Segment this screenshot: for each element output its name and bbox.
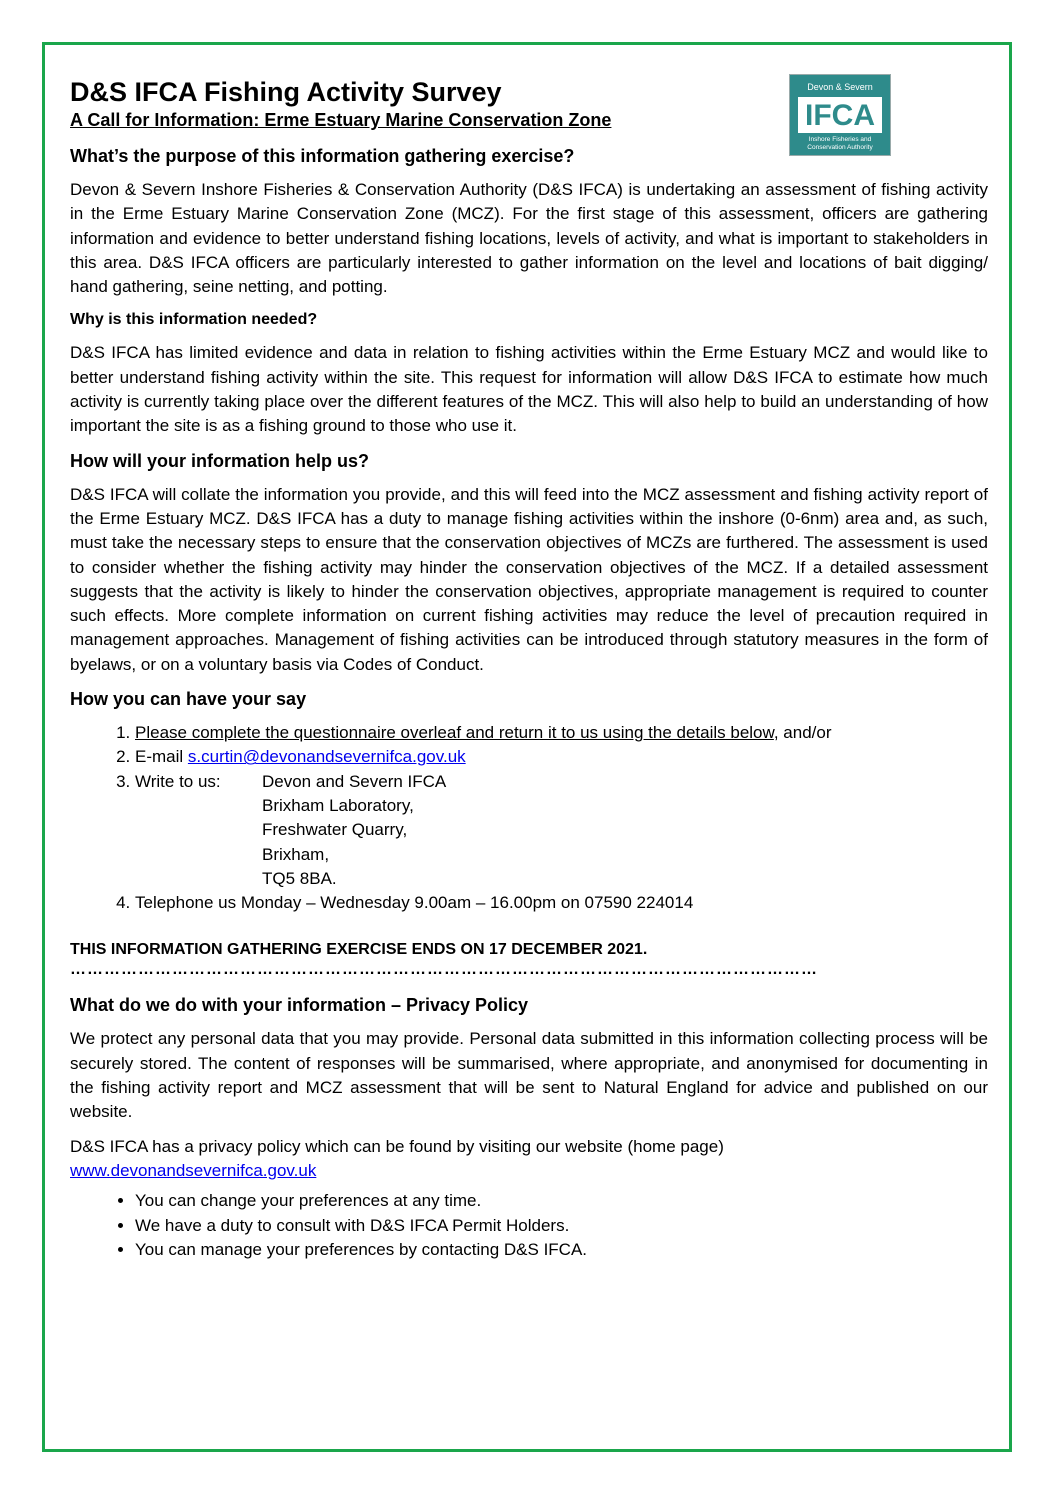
privacy-bullets [70, 1189, 988, 1262]
purpose-heading: What’s the purpose of this information gathering exercise? [70, 146, 575, 166]
privacy-body-1: We protect any personal data that you may provide. Personal data submitted in this information collecting process will be securely stored. The content of responses will be summarised, where appropriate, and anonymised for documenting in the fishing activity report and MCZ assessment that will be sent to Natural England for advice and published on our website. [70, 1029, 988, 1122]
list-item [135, 770, 988, 891]
logo-top-text: Devon & Severn [807, 82, 873, 92]
page-title: D&S IFCA Fishing Activity Survey [70, 77, 502, 107]
write-label: 3. Write to us: [135, 771, 221, 791]
list-item: • You can manage your preferences by contacting D&S IFCA. [135, 1238, 988, 1262]
list-item: • We have a duty to consult with D&S IFCA Permit Holders. [135, 1214, 988, 1238]
list-item: • You can change your preferences at any time. [135, 1189, 988, 1213]
privacy-text: D&S IFCA has a privacy policy which can be found by visiting our website (home page) [70, 1136, 724, 1156]
help-body: D&S IFCA will collate the information you provide, and this will feed into the MCZ assessment and fishing activity report of the Erme Estuary MCZ. D&S IFCA has a duty to manage fishing activities within the inshore (0-6nm) area and, as such, must take the necessary steps to ensure that the conservation objectives of MCZs are furthered. The assessment is used to consider whether the fishing activity may hinder the conservation objectives of the MCZ. If a detailed assessment suggests that the activity is likely to hinder the conservation objectives, appropriate management is required to counter such effects. More complete information on current fishing activities may reduce the level of precaution required in management approaches. Management of fishing activities can be introduced through statutory measures in the form of byelaws, or on a voluntary basis via Codes of Conduct. [70, 484, 988, 674]
list-item [135, 721, 988, 745]
list-item [135, 745, 988, 769]
address-lines [262, 770, 446, 891]
website-link[interactable]: www.devonandsevernifca.gov.uk [70, 1160, 317, 1180]
email-prefix: E-mail [135, 747, 188, 767]
help-heading: How will your information help us? [70, 450, 370, 471]
address-block [135, 770, 988, 891]
contact-list [70, 721, 988, 915]
why-heading: Why is this information needed? [70, 311, 318, 329]
purpose-body: Devon & Severn Inshore Fisheries & Conservation Authority (D&S IFCA) is undertaking an assessment of fishing activity in the Erme Estuary Marine Conservation Zone (MCZ). For the first stage of this assessment, officers are gathering information and evidence to better understand fishing locations, levels of activity, and what is important to stakeholders in this area. D&S IFCA officers are particularly interested to gather information on the level and locations of bait digging/ hand gathering, seine netting, and potting. [70, 180, 988, 297]
email-link[interactable]: s.curtin@devonandsevernifca.gov.uk [187, 747, 466, 767]
list-item: 4. Telephone us Monday – Wednesday 9.00am – 16.00pm on 07590 224014 [135, 891, 988, 915]
page-subtitle: A Call for Information: Erme Estuary Marine Conservation Zone [70, 110, 612, 130]
address-line: Freshwater Quarry, [262, 820, 408, 840]
address-line: Brixham Laboratory, [262, 795, 414, 815]
address-line: TQ5 8BA. [262, 868, 337, 888]
logo-main-text: IFCA [798, 97, 882, 133]
address-line: Devon and Severn IFCA [262, 771, 447, 791]
logo-bottom-text: Inshore Fisheries and Conservation Authority [807, 136, 873, 151]
deadline-notice: THIS INFORMATION GATHERING EXERCISE ENDS ON 17 DECEMBER 2021. [70, 941, 648, 959]
document-content [70, 76, 988, 1262]
why-body: D&S IFCA has limited evidence and data in relation to fishing activities within the Erme Estuary MCZ and would like to better understand fishing activity within the site. This request for information will allow D&S IFCA to estimate how much activity is currently taking place over the different features of the MCZ. This will also help to build an understanding of how important the site is as a fishing ground to those who use it. [70, 343, 988, 436]
list-item-suffix: , and/or [773, 723, 832, 743]
privacy-heading: What do we do with your information – Privacy Policy [70, 995, 529, 1016]
questionnaire-link[interactable]: Please complete the questionnaire overleaf and return it to us using the details below [135, 723, 774, 743]
privacy-body-2 [70, 1135, 988, 1184]
dotted-divider: …………………………………………………………………………………………………………………… [70, 961, 818, 979]
address-line: Brixham, [262, 844, 330, 864]
say-heading: How you can have your say [70, 689, 307, 710]
